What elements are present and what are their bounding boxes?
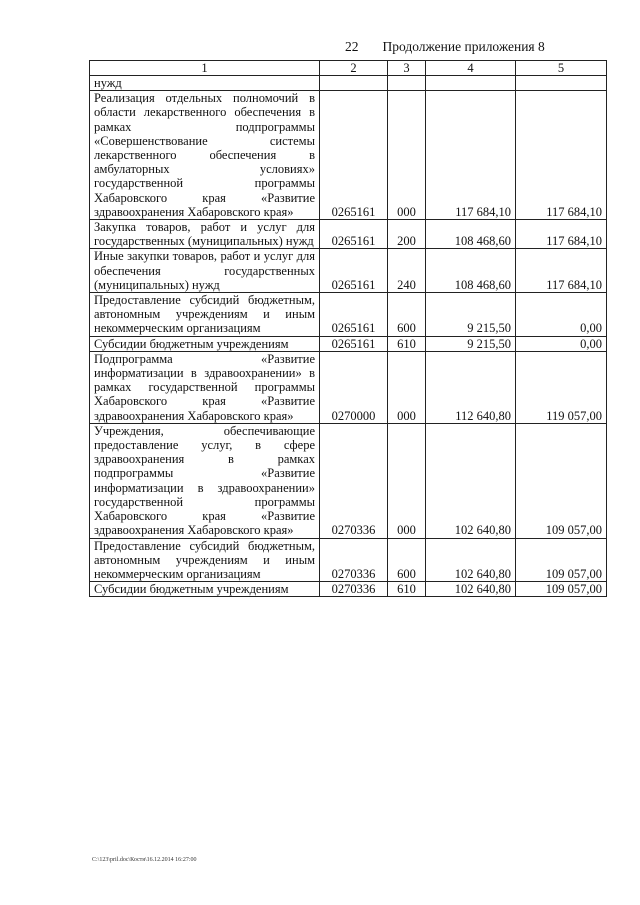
column-header: 2 <box>320 61 388 76</box>
table-row <box>90 538 607 582</box>
row-code: 0270000 <box>320 351 388 423</box>
row-name: Подпрограмма «Развитие информатизации в здравоохранении» в рамках государственной программы Хабаровского края «Развитие здравоохранения Хабаровского края» <box>90 351 320 423</box>
row-code: 0265161 <box>320 91 388 220</box>
row-value-4: 102 640,80 <box>426 582 516 597</box>
row-type: 610 <box>388 336 426 351</box>
page-number: 22 <box>345 39 359 54</box>
table-row <box>90 336 607 351</box>
row-name: Предоставление субсидий бюджетным, автономным учреждениям и иным некоммерческим организациям <box>90 293 320 337</box>
appendix-title: Продолжение приложения 8 <box>382 39 545 54</box>
row-value-4: 112 640,80 <box>426 351 516 423</box>
row-value-5: 119 057,00 <box>516 351 607 423</box>
column-header: 3 <box>388 61 426 76</box>
table-row <box>90 351 607 423</box>
table-row <box>90 249 607 293</box>
row-name: Реализация отдельных полномочий в области лекарственного обеспечения в рамках подпрограммы «Совершенствование системы лекарственного обеспечения в амбулаторных условиях» государственной программы Хабаровского края «Развитие здравоохранения Хабаровского края» <box>90 91 320 220</box>
row-code: 0270336 <box>320 582 388 597</box>
row-code: 0265161 <box>320 293 388 337</box>
row-value-4: 117 684,10 <box>426 91 516 220</box>
header-row <box>90 61 607 76</box>
row-value-4: 9 215,50 <box>426 336 516 351</box>
row-code: 0265161 <box>320 220 388 249</box>
row-value-4 <box>426 76 516 91</box>
row-type <box>388 76 426 91</box>
table-row <box>90 293 607 337</box>
row-name: Субсидии бюджетным учреждениям <box>90 582 320 597</box>
row-name: Учреждения, обеспечивающие предоставление услуг, в сфере здравоохранения в рамках подпрограммы «Развитие информатизации в здравоохранении» государственной программы Хабаровского края «Развитие здравоохранения Хабаровского края» <box>90 423 320 538</box>
row-type: 240 <box>388 249 426 293</box>
row-value-5: 117 684,10 <box>516 249 607 293</box>
row-code: 0265161 <box>320 336 388 351</box>
row-type: 000 <box>388 91 426 220</box>
row-name: нужд <box>90 76 320 91</box>
row-value-5: 109 057,00 <box>516 538 607 582</box>
column-header: 5 <box>516 61 607 76</box>
row-value-5: 0,00 <box>516 293 607 337</box>
table-row <box>90 220 607 249</box>
table-row <box>90 582 607 597</box>
row-value-5: 0,00 <box>516 336 607 351</box>
row-value-4: 102 640,80 <box>426 423 516 538</box>
budget-table <box>89 60 607 597</box>
row-type: 610 <box>388 582 426 597</box>
table-row <box>90 91 607 220</box>
page-header <box>345 39 545 55</box>
row-type: 000 <box>388 423 426 538</box>
column-header: 4 <box>426 61 516 76</box>
row-name: Субсидии бюджетным учреждениям <box>90 336 320 351</box>
row-value-4: 102 640,80 <box>426 538 516 582</box>
row-type: 000 <box>388 351 426 423</box>
row-code: 0265161 <box>320 249 388 293</box>
row-code: 0270336 <box>320 538 388 582</box>
row-value-4: 108 468,60 <box>426 220 516 249</box>
row-type: 200 <box>388 220 426 249</box>
row-value-5: 109 057,00 <box>516 423 607 538</box>
row-value-5: 117 684,10 <box>516 91 607 220</box>
row-value-5: 109 057,00 <box>516 582 607 597</box>
row-name: Предоставление субсидий бюджетным, автономным учреждениям и иным некоммерческим организациям <box>90 538 320 582</box>
row-name: Иные закупки товаров, работ и услуг для обеспечения государственных (муниципальных) нужд <box>90 249 320 293</box>
column-header: 1 <box>90 61 320 76</box>
row-value-4: 9 215,50 <box>426 293 516 337</box>
row-code: 0270336 <box>320 423 388 538</box>
row-code <box>320 76 388 91</box>
row-value-5: 117 684,10 <box>516 220 607 249</box>
table-row <box>90 423 607 538</box>
row-type: 600 <box>388 538 426 582</box>
row-value-4: 108 468,60 <box>426 249 516 293</box>
row-type: 600 <box>388 293 426 337</box>
row-value-5 <box>516 76 607 91</box>
table-row <box>90 76 607 91</box>
row-name: Закупка товаров, работ и услуг для государственных (муниципальных) нужд <box>90 220 320 249</box>
file-path-footer: C:\123\pril.doc\Костя\16.12.2014 16:27:00 <box>92 857 197 863</box>
